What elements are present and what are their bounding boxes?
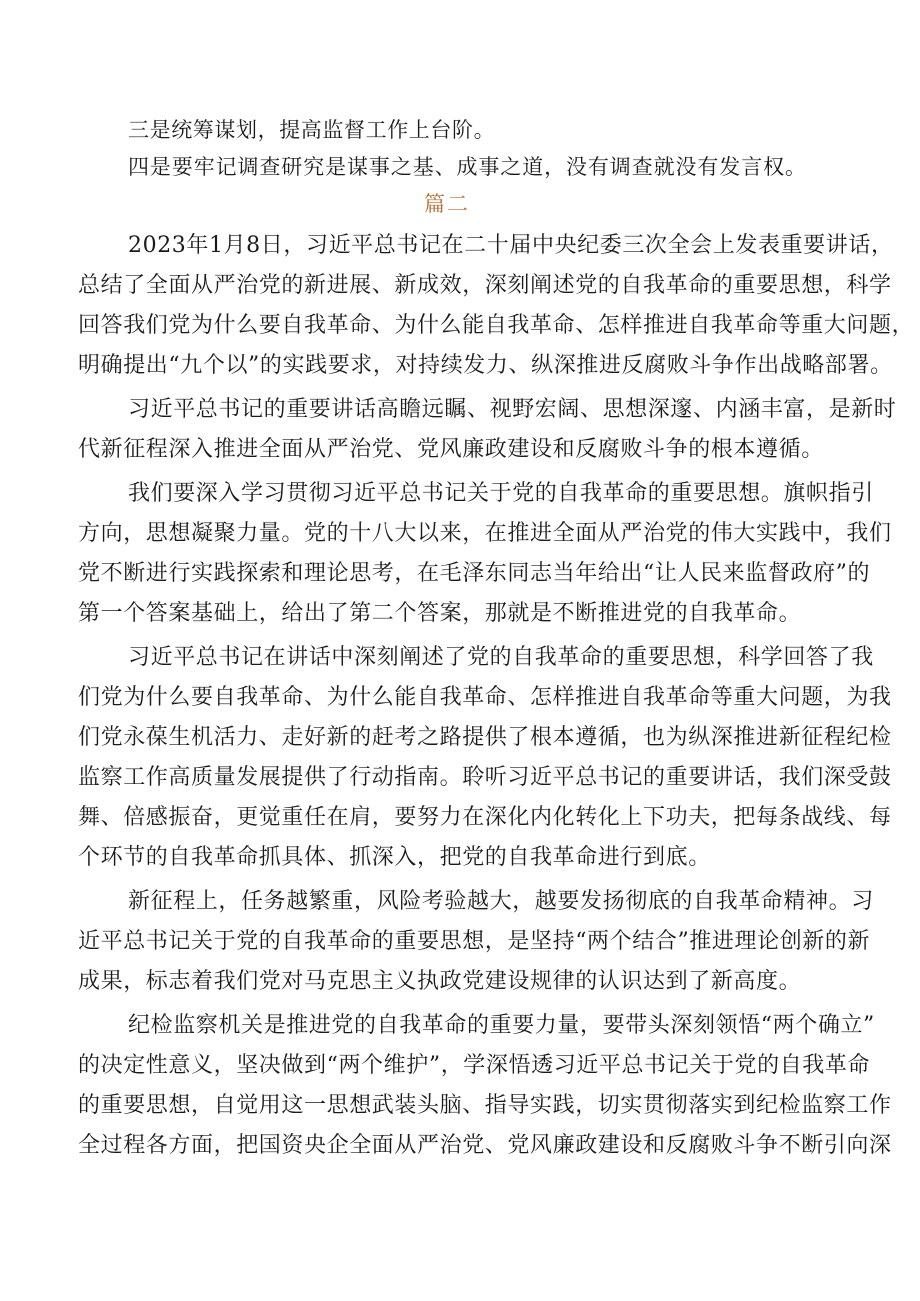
intro-line: 三是统筹谋划，提高监督工作上台阶。 xyxy=(128,118,496,142)
paragraph-line: 监察工作高质量发展提供了行动指南。聆听习近平总书记的重要讲话，我们深受鼓 xyxy=(78,765,892,790)
paragraph-line: 2023年1月8日，习近平总书记在二十届中央纪委三次全会上发表重要讲话， xyxy=(128,233,894,258)
paragraph-line: 们党为什么要自我革命、为什么能自我革命、怎样推进自我革命等重大问题，为我 xyxy=(78,685,892,710)
paragraph-line: 的重要思想，自觉用这一思想武装头脑、指导实践，切实贯彻落实到纪检监察工作 xyxy=(78,1093,892,1118)
intro-line: 四是要牢记调查研究是谋事之基、成事之道，没有调查就没有发言权。 xyxy=(128,155,807,179)
paragraph-line: 个环节的自我革命抓具体、抓深入，把党的自我革命进行到底。 xyxy=(78,845,711,870)
paragraph-line: 习近平总书记在讲话中深刻阐述了党的自我革命的重要思想，科学回答了我 xyxy=(128,645,874,670)
paragraph-line: 舞、倍感振奋，更觉重任在肩，要努力在深化内化转化上下功夫，把每条战线、每 xyxy=(78,805,892,830)
paragraph xyxy=(78,638,892,878)
paragraph-line: 的决定性意义，坚决做到“两个维护”，学深悟透习近平总书记关于党的自我革命 xyxy=(78,1053,871,1078)
section-heading: 篇二 xyxy=(424,192,470,216)
paragraph xyxy=(78,1006,892,1166)
document-page xyxy=(78,112,915,1166)
paragraph-line: 纪检监察机关是推进党的自我革命的重要力量，要带头深刻领悟“两个确立” xyxy=(128,1013,875,1038)
paragraph-line: 总结了全面从严治党的新进展、新成效，深刻阐述党的自我革命的重要思想，科学 xyxy=(78,273,892,298)
paragraph xyxy=(78,882,874,1002)
paragraph-line: 全过程各方面，把国资央企全面从严治党、党风廉政建设和反腐败斗争不断引向深 xyxy=(78,1133,892,1158)
paragraph-line: 回答我们党为什么要自我革命、为什么能自我革命、怎样推进自我革命等重大问题， xyxy=(78,313,915,338)
paragraph-line: 代新征程深入推进全面从严治党、党风廉政建设和反腐败斗争的根本遵循。 xyxy=(78,437,824,462)
paragraph-line: 我们要深入学习贯彻习近平总书记关于党的自我革命的重要思想。旗帜指引 xyxy=(128,481,874,506)
paragraph-line: 习近平总书记的重要讲话高瞻远瞩、视野宏阔、思想深邃、内涵丰富，是新时 xyxy=(128,397,897,422)
paragraph-line: 党不断进行实践探索和理论思考，在毛泽东同志当年给出“让人民来监督政府”的 xyxy=(78,561,871,586)
paragraph-line: 们党永葆生机活力、走好新的赶考之路提供了根本遵循，也为纵深推进新征程纪检 xyxy=(78,725,892,750)
paragraph-line: 成果，标志着我们党对马克思主义执政党建设规律的认识达到了新高度。 xyxy=(78,969,802,994)
paragraph-line: 明确提出“九个以”的实践要求，对持续发力、纵深推进反腐败斗争作出战略部署。 xyxy=(78,353,893,378)
paragraph-line: 近平总书记关于党的自我革命的重要思想，是坚持“两个结合”推进理论创新的新 xyxy=(78,929,871,954)
paragraph xyxy=(78,390,897,470)
paragraph-line: 方向，思想凝聚力量。党的十八大以来，在推进全面从严治党的伟大实践中，我们 xyxy=(78,521,892,546)
paragraph-line: 第一个答案基础上，给出了第二个答案，那就是不断推进党的自我革命。 xyxy=(78,601,802,626)
paragraph xyxy=(78,226,915,386)
paragraph-line: 新征程上，任务越繁重，风险考验越大，越要发扬彻底的自我革命精神。习 xyxy=(128,889,874,914)
paragraph xyxy=(78,474,892,634)
